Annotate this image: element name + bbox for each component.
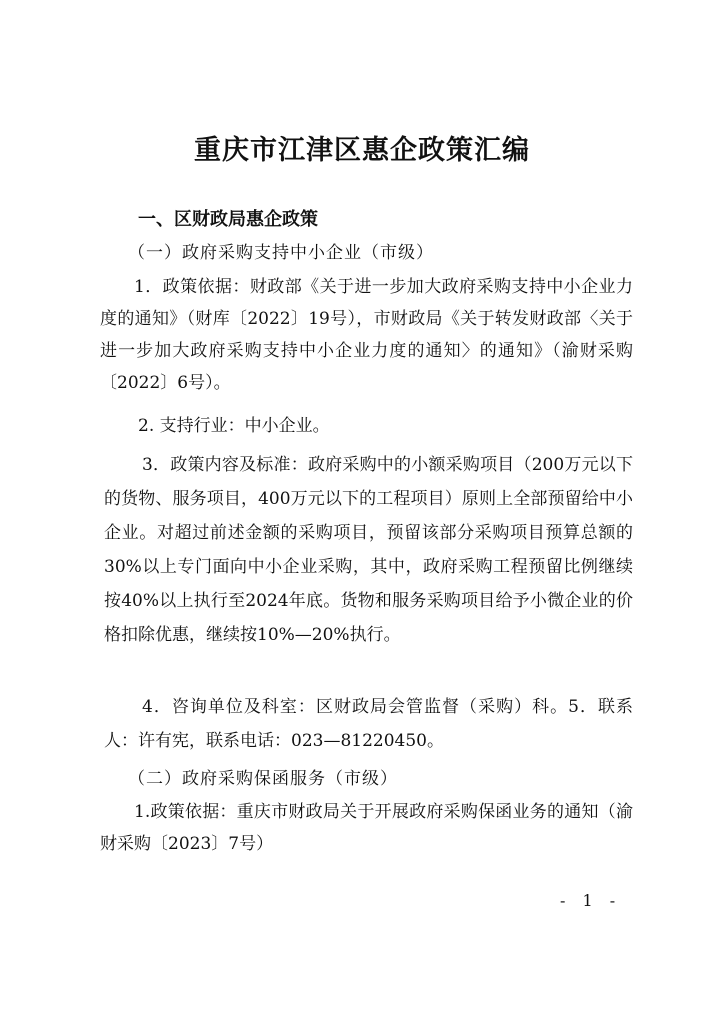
supported-industry-paragraph: 2. 支持行业：中小企业。 bbox=[138, 416, 330, 436]
page-number: - 1 - bbox=[560, 891, 622, 910]
subsection-heading-procurement-support: （一）政府采购支持中小企业（市级） bbox=[128, 243, 434, 263]
subsection-heading-guarantee-service: （二）政府采购保函服务（市级） bbox=[128, 769, 398, 789]
contact-info-paragraph: 4．咨询单位及科室：区财政局会管监督（采购）科。5．联系人：许有宪，联系电话：023—81220450。 bbox=[104, 697, 633, 751]
document-title: 重庆市江津区惠企政策汇编 bbox=[194, 135, 530, 166]
policy-content-paragraph: 3．政策内容及标准：政府采购中的小额采购项目（200万元以下的货物、服务项目，400万元以下的工程项目）原则上全部预留给中小企业。对超过前述金额的采购项目，预留该部分采购项目预算总额的30%以上专门面向中小企业采购，其中，政府采购工程预留比例继续按40%以上执行至2024年底。货物和服务采购项目给予小微企业的价格扣除优惠，继续按10%—20%执行。 bbox=[104, 455, 633, 645]
section-heading: 一、区财政局惠企政策 bbox=[138, 209, 318, 230]
guarantee-policy-basis-paragraph: 1.政策依据：重庆市财政局关于开展政府采购保函业务的通知（渝财采购〔2023〕7号） bbox=[100, 802, 633, 854]
policy-basis-paragraph: 1．政策依据：财政部《关于进一步加大政府采购支持中小企业力度的通知》（财库〔2022〕19号），市财政局《关于转发财政部〈关于进一步加大政府采购支持中小企业力度的通知〉的通知》（渝财采购〔2022〕6号）。 bbox=[100, 277, 633, 393]
